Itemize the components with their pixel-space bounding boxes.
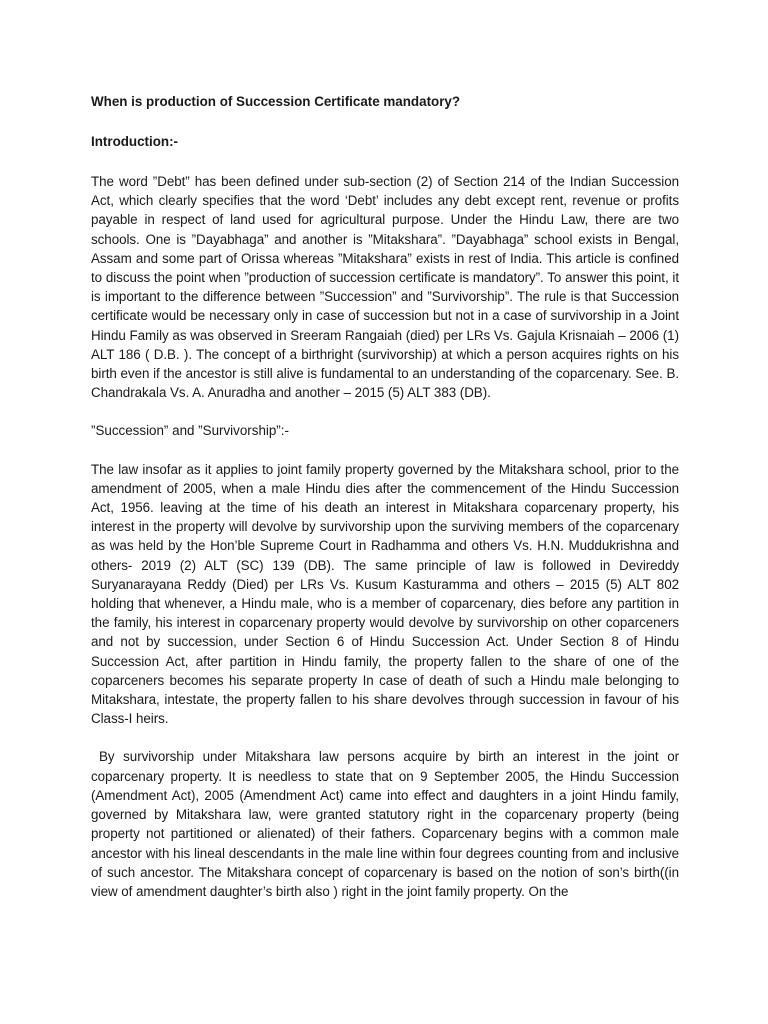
document-body — [91, 92, 679, 920]
succession-paragraph: The law insofar as it applies to joint family property governed by the Mitakshara school, prior to the amendment of 2005, when a male Hindu dies after the commencement of the Hindu Succession Act, 1956. leaving at the time of his death an interest in Mitakshara coparcenary property, his interest in the property will devolve by survivorship upon the surviving members of the coparcenary as was held by the Hon’ble Supreme Court in Radhamma and others Vs. H.N. Muddukrishna and others- 2019 (2) ALT (SC) 139 (DB). The same principle of law is followed in Devireddy Suryanarayana Reddy (Died) per LRs Vs. Kusum Kasturamma and others – 2015 (5) ALT 802 holding that whenever, a Hindu male, who is a member of coparcenary, dies before any partition in the family, his interest in coparcenary property would devolve by survivorship on other coparceners and not by succession, under Section 6 of Hindu Succession Act. Under Section 8 of Hindu Succession Act, after partition in Hindu family, the property fallen to the share of one of the coparceners becomes his separate property In case of death of such a Hindu male belonging to Mitakshara, intestate, the property fallen to his share devolves through succession in favour of his Class-I heirs. — [91, 461, 679, 727]
succession-survivorship-heading: ”Succession” and ”Survivorship”:- — [91, 423, 289, 439]
introduction-paragraph: The word ”Debt” has been defined under sub-section (2) of Section 214 of the Indian Succession Act, which clearly specifies that the word ‘Debt’ includes any debt except rent, revenue or profits payable in respect of land used for agricultural purpose. Under the Hindu Law, there are two schools. One is ”Dayabhaga” and another is ”Mitakshara”. ”Dayabhaga” school exists in Bengal, Assam and some part of Orissa whereas ”Mitakshara” exists in rest of India. This article is confined to discuss the point when ”production of succession certificate is mandatory”. To answer this point, it is important to the difference between ”Succession” and ”Survivorship”. The rule is that Succession certificate would be necessary only in case of succession but not in a case of survivorship in a Joint Hindu Family as was observed in Sreeram Rangaiah (died) per LRs Vs. Gajula Krisnaiah – 2006 (1) ALT 186 ( D.B. ). The concept of a birthright (survivorship) at which a person acquires rights on his birth even if the ancestor is still alive is fundamental to an understanding of the coparcenary. See. B. Chandrakala Vs. A. Anuradha and another – 2015 (5) ALT 383 (DB). — [91, 174, 679, 401]
survivorship-paragraph: By survivorship under Mitakshara law persons acquire by birth an interest in the joint or coparcenary property. It is needless to state that on 9 September 2005, the Hindu Succession (Amendment Act), 2005 (Amendment Act) came into effect and daughters in a joint Hindu family, governed by Mitakshara law, were granted statutory right in the coparcenary property (being property not partitioned or alienated) of their fathers. Coparcenary begins with a common male ancestor with his lineal descendants in the male line within four degrees counting from and inclusive of such ancestor. The Mitakshara concept of coparcenary is based on the notion of son’s birth((in view of amendment daughter’s birth also ) right in the joint family property. On the — [91, 749, 679, 899]
document-title: When is production of Succession Certificate mandatory? — [91, 94, 461, 109]
introduction-heading: Introduction:- — [91, 134, 179, 149]
